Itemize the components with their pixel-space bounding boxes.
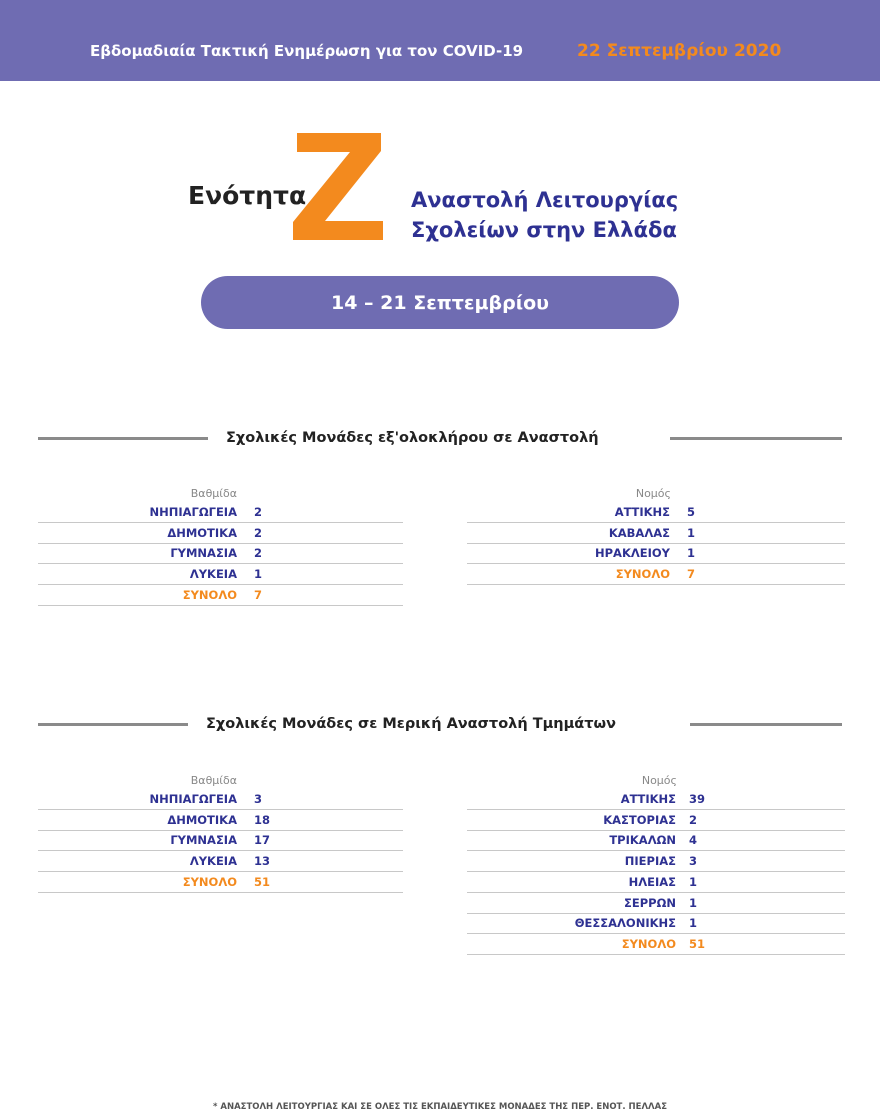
row-label: ΔΗΜΟΤΙΚΑ: [167, 525, 237, 540]
total-value: 51: [254, 874, 271, 889]
row-label: ΗΛΕΙΑΣ: [628, 874, 676, 889]
row-value: 1: [687, 525, 696, 540]
table-row: [467, 851, 845, 872]
total-label: ΣΥΝΟΛΟ: [621, 936, 676, 951]
table-row: [38, 789, 403, 810]
total-row: [38, 585, 403, 606]
period-pill: [201, 276, 679, 329]
table-row: [467, 913, 845, 934]
section-word: Ενότητα: [188, 181, 307, 210]
divider-right: [670, 437, 842, 440]
table-row: [467, 543, 845, 564]
row-value: 2: [689, 812, 698, 827]
row-value: 2: [254, 525, 263, 540]
row-label: ΛΥΚΕΙΑ: [189, 854, 237, 869]
table-row: [467, 523, 845, 544]
row-label: ΚΑΣΤΟΡΙΑΣ: [603, 812, 676, 827]
row-label: ΑΤΤΙΚΗΣ: [614, 505, 670, 519]
table-row: [467, 872, 845, 893]
row-value: 4: [689, 833, 698, 848]
table-row: [38, 851, 403, 872]
row-value: 2: [254, 546, 263, 561]
prefecture-caption: Νομός: [635, 487, 671, 500]
section-title-line2: Σχολείων στην Ελλάδα: [411, 218, 677, 242]
row-value: 1: [689, 874, 698, 889]
total-label: ΣΥΝΟΛΟ: [182, 874, 237, 889]
divider-left: [38, 723, 188, 726]
row-label: ΓΥΜΝΑΣΙΑ: [170, 546, 237, 561]
header-title: Εβδομαδιαία Τακτική Ενημέρωση για τον COVID-19: [90, 42, 524, 60]
section-title-line1: Αναστολή Λειτουργίας: [411, 188, 679, 212]
row-label: ΤΡΙΚΑΛΩΝ: [609, 833, 676, 848]
row-value: 39: [689, 792, 706, 806]
row-value: 3: [689, 854, 698, 869]
total-value: 51: [689, 936, 706, 951]
prefecture-caption: Νομός: [641, 774, 677, 787]
row-label: ΑΤΤΙΚΗΣ: [620, 792, 676, 806]
row-label: ΣΕΡΡΩΝ: [624, 895, 676, 910]
row-label: ΝΗΠΙΑΓΩΓΕΙΑ: [149, 505, 237, 519]
row-value: 5: [687, 505, 696, 519]
table-row: [38, 543, 403, 564]
table-row: [38, 502, 403, 523]
level-caption: Βαθμίδα: [190, 487, 237, 500]
table-row: [38, 830, 403, 851]
section-title: [411, 185, 678, 245]
total-value: 7: [687, 567, 696, 582]
row-value: 13: [254, 854, 271, 869]
table-row: [38, 810, 403, 831]
row-label: ΚΑΒΑΛΑΣ: [608, 525, 670, 540]
divider-right: [690, 723, 842, 726]
row-value: 1: [687, 546, 696, 561]
row-value: 1: [689, 895, 698, 910]
row-value: 1: [689, 916, 698, 931]
level-caption: Βαθμίδα: [190, 774, 237, 787]
row-label: ΓΥΜΝΑΣΙΑ: [170, 833, 237, 848]
row-value: 2: [254, 505, 263, 519]
full-suspension-heading: Σχολικές Μονάδες εξ'ολοκλήρου σε Αναστολή: [226, 430, 599, 446]
total-value: 7: [254, 587, 263, 602]
row-value: 1: [254, 567, 263, 582]
header-bar: [0, 0, 880, 81]
row-label: ΠΙΕΡΙΑΣ: [624, 854, 676, 869]
row-value: 17: [254, 833, 271, 848]
table-row: [38, 523, 403, 544]
total-row: [467, 564, 845, 585]
row-value: 3: [254, 792, 263, 806]
table-row: [467, 789, 845, 810]
partial-suspension-heading: Σχολικές Μονάδες σε Μερική Αναστολή Τμημάτων: [206, 716, 616, 732]
divider-left: [38, 437, 208, 440]
period-text: 14 – 21 Σεπτεμβρίου: [331, 291, 549, 314]
row-label: ΝΗΠΙΑΓΩΓΕΙΑ: [149, 792, 237, 806]
total-row: [467, 934, 845, 955]
table-row: [467, 810, 845, 831]
footnote: * ΑΝΑΣΤΟΛΗ ΛΕΙΤΟΥΡΓΙΑΣ ΚΑΙ ΣΕ ΟΛΕΣ ΤΙΣ ΕΚΠΑΙΔΕΥΤΙΚΕΣ ΜΟΝΑΔΕΣ ΤΗΣ ΠΕΡ. ΕΝΟΤ. ΠΕΛΛΑΣ: [212, 1102, 668, 1112]
section-letter-z: [293, 133, 383, 240]
total-label: ΣΥΝΟΛΟ: [182, 587, 237, 602]
row-label: ΗΡΑΚΛΕΙΟΥ: [594, 546, 670, 561]
table-row: [38, 564, 403, 585]
table-row: [467, 893, 845, 914]
header-date: 22 Σεπτεμβρίου 2020: [577, 41, 782, 61]
row-value: 18: [254, 812, 271, 827]
table-row: [467, 830, 845, 851]
row-label: ΘΕΣΣΑΛΟΝΙΚΗΣ: [574, 916, 676, 931]
row-label: ΛΥΚΕΙΑ: [189, 567, 237, 582]
row-label: ΔΗΜΟΤΙΚΑ: [167, 812, 237, 827]
table-row: [467, 502, 845, 523]
total-row: [38, 872, 403, 893]
total-label: ΣΥΝΟΛΟ: [615, 567, 670, 582]
